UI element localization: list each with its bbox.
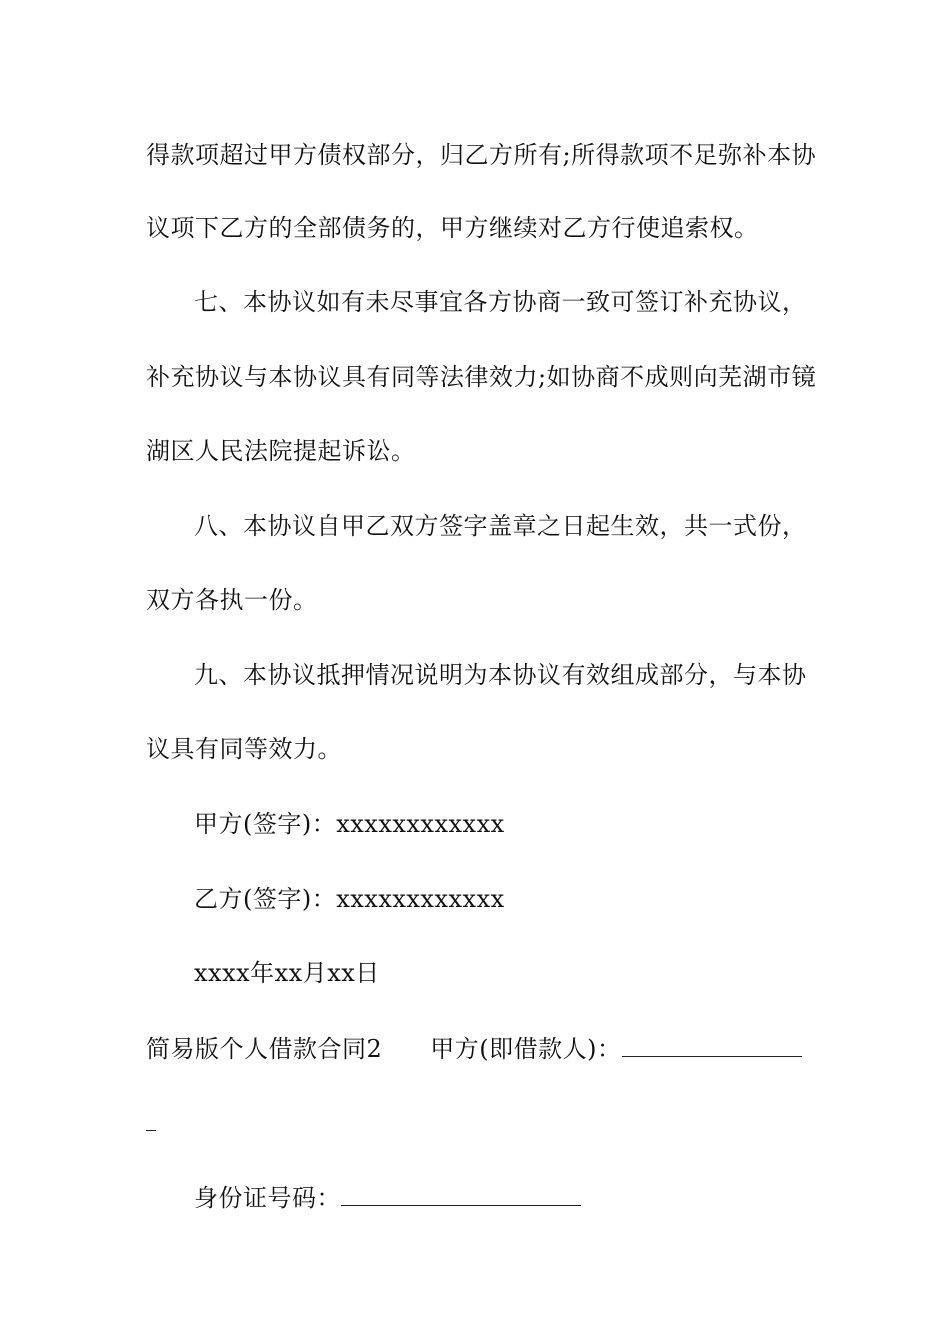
- lender-name-blank[interactable]: [622, 1034, 802, 1057]
- paragraph-line: 补充协议与本协议具有同等法律效力;如协商不成则向芜湖市镜: [146, 363, 817, 391]
- signing-date: xxxx年xx月xx日: [194, 959, 380, 987]
- paragraph-line: 双方各执一份。: [146, 586, 318, 614]
- lender-name-blank-tail[interactable]: [146, 1108, 156, 1131]
- party-b-signature: 乙方(签字)：xxxxxxxxxxxx: [194, 885, 505, 913]
- contract-title: 简易版个人借款合同2: [146, 1035, 383, 1063]
- id-number-line: [194, 1183, 581, 1213]
- contract-header-line: [146, 1034, 802, 1064]
- party-a-signature: 甲方(签字)：xxxxxxxxxxxx: [194, 810, 505, 838]
- lender-blank-continuation: [146, 1108, 156, 1138]
- clause-seven: 七、本协议如有未尽事宜各方协商一致可签订补充协议，: [194, 288, 807, 316]
- id-label: 身份证号码：: [194, 1184, 341, 1212]
- clause-nine: 九、本协议抵押情况说明为本协议有效组成部分，与本协: [194, 661, 807, 689]
- clause-eight: 八、本协议自甲乙双方签字盖章之日起生效，共一式份，: [194, 512, 807, 540]
- paragraph-line: 议项下乙方的全部债务的，甲方继续对乙方行使追索权。: [146, 214, 759, 242]
- id-number-blank[interactable]: [341, 1183, 581, 1206]
- paragraph-line: 得款项超过甲方债权部分，归乙方所有;所得款项不足弥补本协: [146, 141, 817, 169]
- lender-label: 甲方(即借款人)：: [430, 1035, 622, 1063]
- paragraph-line: 议具有同等效力。: [146, 735, 342, 763]
- paragraph-line: 湖区人民法院提起诉讼。: [146, 437, 416, 465]
